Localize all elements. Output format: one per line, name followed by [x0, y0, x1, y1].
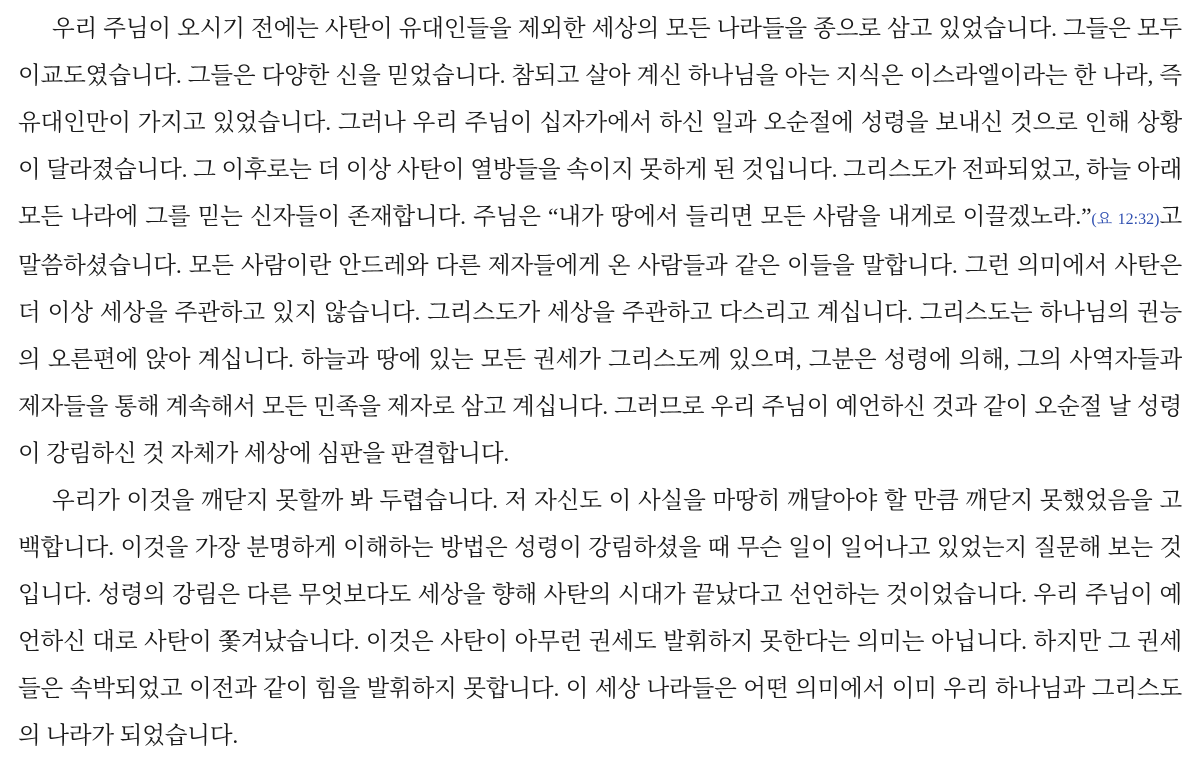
paragraph-2 — [18, 478, 1182, 760]
paragraph-1-text-part-1: 우리 주님이 오시기 전에는 사탄이 유대인들을 제외한 세상의 모든 나라들을 종으로 삼고 있었습니다. 그들은 모두 이교도였습니다. 그들은 다양한 신을 믿었습니다. 참되고 살아 계신 하나님을 아는 지식은 이스라엘이라는 한 나라, 즉 유대인만이 가지고 있었습니다. 그러나 우리 주님이 십자가에서 하신 일과 오순절에 성령을 보내신 것으로 인해 상황이 달라졌습니다. 그 이후로는 더 이상 사탄이 열방들을 속이지 못하게 된 것입니다. 그리스도가 전파되었고, 하늘 아래 모든 나라에 그를 믿는 신자들이 존재합니다. 주님은 “내가 땅에서 들리면 모든 사람을 내게로 이끌겠노라.” — [18, 16, 1182, 230]
paragraph-1-text-part-2: 고 말씀하셨습니다. 모든 사람이란 안드레와 다른 제자들에게 온 사람들과 같은 이들을 말합니다. 그런 의미에서 사탄은 더 이상 세상을 주관하고 있지 않습니다. 그리스도가 세상을 주관하고 다스리고 계십니다. 그리스도는 하나님의 권능의 오른편에 앉아 계십니다. 하늘과 땅에 있는 모든 권세가 그리스도께 있으며, 그분은 성령에 의해, 그의 사역자들과 제자들을 통해 계속해서 모든 민족을 제자로 삼고 계십니다. 그러므로 우리 주님이 예언하신 것과 같이 오순절 날 성령이 강림하신 것 자체가 세상에 심판을 판결합니다. — [18, 204, 1183, 467]
scripture-reference: (요 12:32) — [1091, 211, 1160, 228]
paragraph-1 — [18, 6, 1182, 478]
paragraph-2-text: 우리가 이것을 깨닫지 못할까 봐 두렵습니다. 저 자신도 이 사실을 마땅히 깨달아야 할 만큼 깨닫지 못했었음을 고백합니다. 이것을 가장 분명하게 이해하는 방법은 성령이 강림하셨을 때 무슨 일이 일어나고 있었는지 질문해 보는 것입니다. 성령의 강림은 다른 무엇보다도 세상을 향해 사탄의 시대가 끝났다고 선언하는 것이었습니다. 우리 주님이 예언하신 대로 사탄이 쫓겨났습니다. 이것은 사탄이 아무런 권세도 발휘하지 못한다는 의미는 아닙니다. 하지만 그 권세들은 속박되었고 이전과 같이 힘을 발휘하지 못합니다. 이 세상 나라들은 어떤 의미에서 이미 우리 하나님과 그리스도의 나라가 되었습니다. — [18, 488, 1182, 749]
